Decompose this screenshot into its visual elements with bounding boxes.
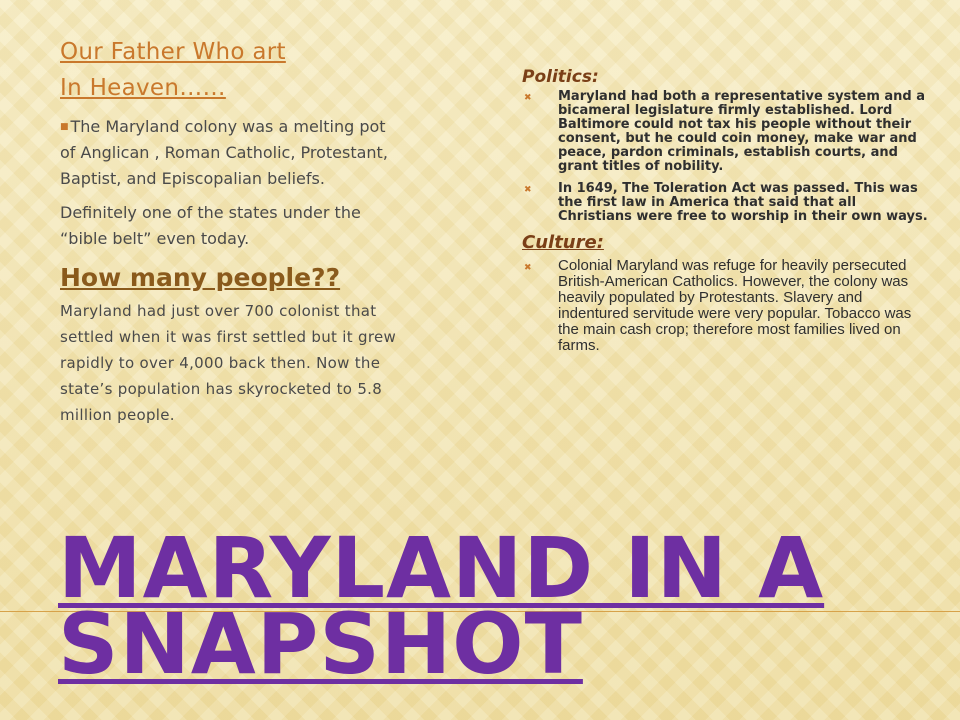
bible-belt-paragraph: Definitely one of the states under the “bible belt” even today. — [60, 203, 361, 248]
slide-title — [58, 519, 825, 693]
list-item — [522, 258, 930, 354]
left-column — [60, 34, 405, 428]
politics-title: Politics: — [522, 67, 599, 87]
culture-item-text: Colonial Maryland was refuge for heavily persecuted British-American Catholics. However, the colony was heavily populated by Protestants. Slavery and indentured servitude were very popular. Tobacco was the main cash crop; therefore most families lived on farms. — [558, 257, 912, 354]
religion-paragraph — [60, 114, 405, 192]
politics-list — [522, 90, 930, 224]
list-item — [522, 182, 930, 224]
x-mark-bullet-icon: ✖ — [524, 185, 532, 195]
faith-heading-line2: In Heaven…… — [60, 75, 226, 101]
politics-item-text: Maryland had both a representative system and a bicameral legislature firmly established. Lord Baltimore could not tax his people without their consent, but he could coin money, make war and peace, pardon criminals, establish courts, and grant titles of nobility. — [558, 89, 926, 174]
list-item — [522, 90, 930, 174]
politics-item-text: In 1649, The Toleration Act was passed. This was the first law in America that said that all Christians were free to worship in their own ways. — [558, 181, 928, 224]
culture-title: Culture: — [522, 232, 604, 253]
faith-heading — [60, 34, 405, 106]
x-mark-bullet-icon: ✖ — [524, 262, 532, 272]
slide-title-line1: MARYLAND IN A — [58, 519, 825, 617]
right-column — [522, 66, 930, 362]
culture-list — [522, 258, 930, 354]
x-mark-bullet-icon: ✖ — [524, 93, 532, 103]
population-paragraph: Maryland had just over 700 colonist that settled when it was first settled but it grew rapidly to over 4,000 back then. Now the state’s population has skyrocketed to 5.8 million people. — [60, 302, 397, 424]
faith-heading-line1: Our Father Who art — [60, 39, 286, 65]
religion-paragraph-text: The Maryland colony was a melting pot of Anglican , Roman Catholic, Protestant, Baptist, and Episcopalian beliefs. — [60, 117, 388, 188]
small-square-bullet-icon: ■ — [60, 122, 69, 132]
population-heading: How many people?? — [60, 263, 341, 292]
slide-title-line2: SNAPSHOT — [58, 595, 583, 693]
